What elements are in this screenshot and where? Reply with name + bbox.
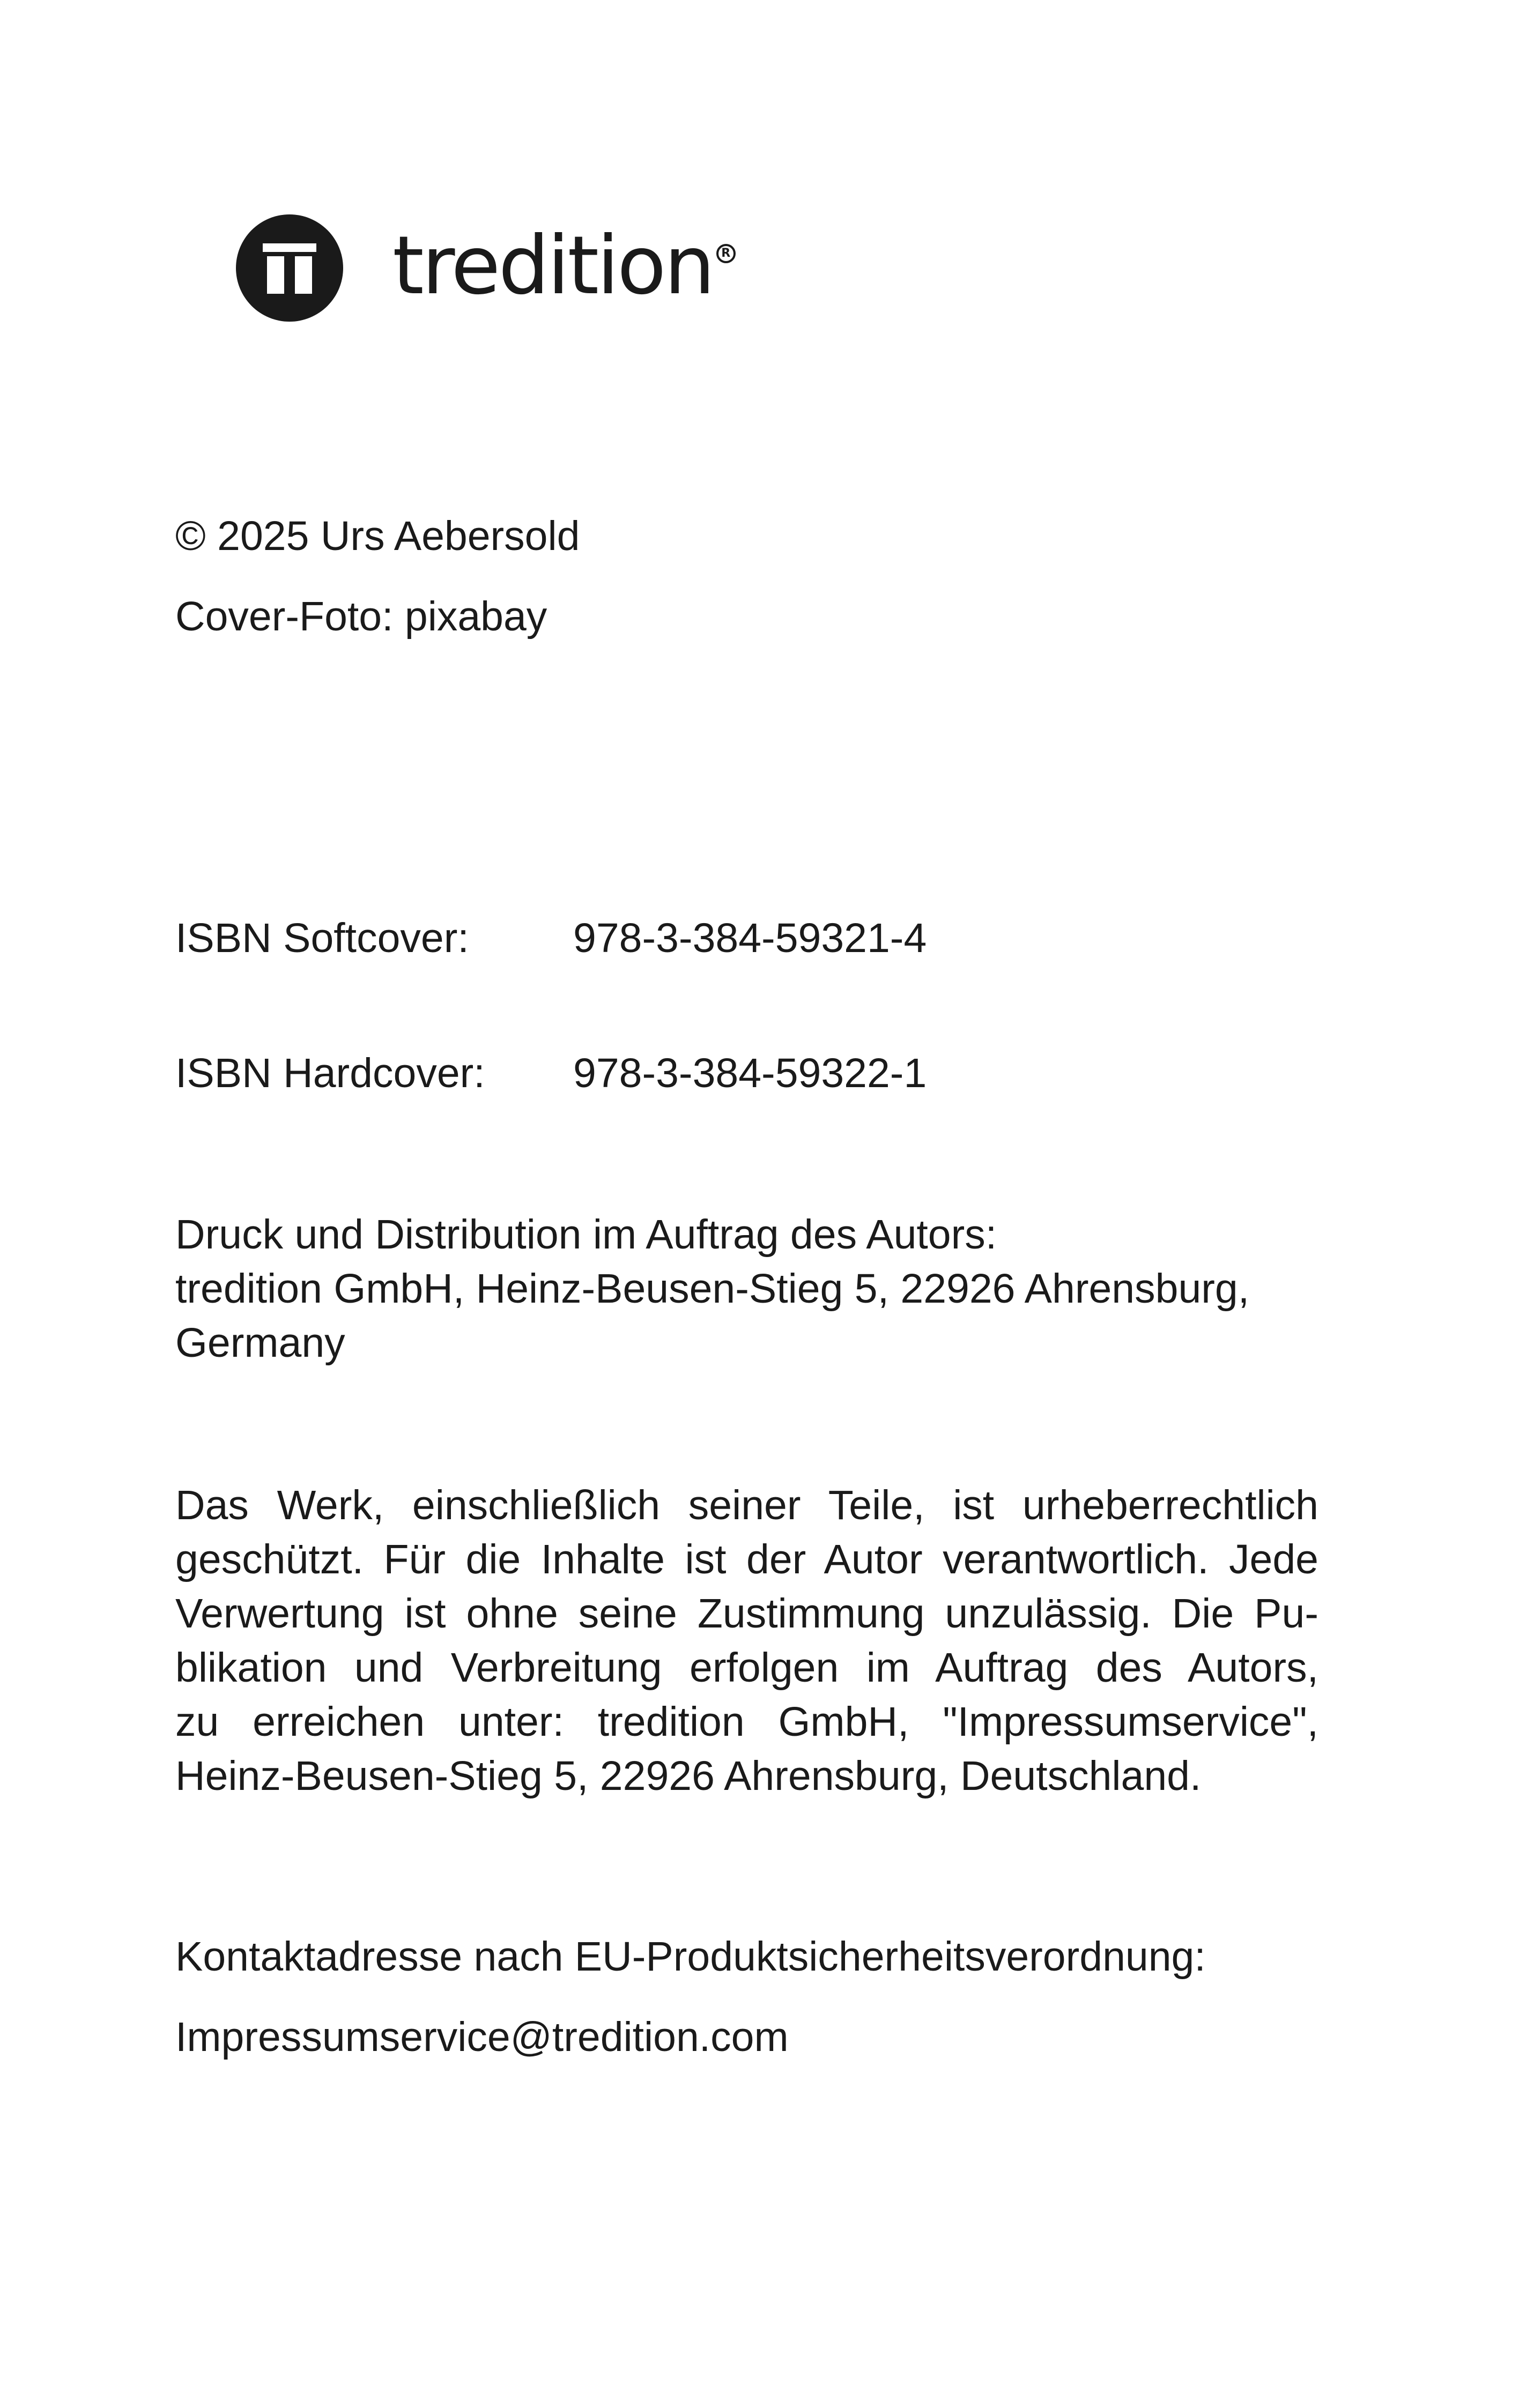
print-distribution-line: tredition GmbH, Heinz-Beusen-Stieg 5, 22926 Ahrensburg, bbox=[175, 1266, 1250, 1312]
isbn-hardcover-label: ISBN Hardcover: bbox=[175, 1050, 485, 1096]
rights-notice-line: Das Werk, einschließlich seiner Teile, ist urheberrechtlich bbox=[175, 1482, 1318, 1528]
rights-notice-line: Heinz-Beusen-Stieg 5, 22926 Ahrensburg, Deutschland. bbox=[175, 1753, 1202, 1799]
isbn-softcover-row bbox=[175, 911, 927, 965]
rights-notice-block bbox=[175, 1478, 1318, 1803]
cover-photo-credit: Cover-Foto: pixabay bbox=[175, 593, 547, 640]
print-distribution-line: Germany bbox=[175, 1320, 345, 1366]
rights-notice-line: Verwertung ist ohne seine Zustimmung unzulässig. Die Pu- bbox=[175, 1591, 1318, 1637]
logo-wordmark: tredition R bbox=[392, 226, 736, 306]
registered-mark-icon: R bbox=[716, 244, 736, 263]
contact-label: Kontaktadresse nach EU-Produktsicherheitsverordnung: bbox=[175, 1934, 1206, 1980]
isbn-hardcover-value: 978-3-384-59322-1 bbox=[573, 1050, 927, 1096]
rights-notice-line: geschützt. Für die Inhalte ist der Autor verantwortlich. Jede bbox=[175, 1536, 1318, 1582]
tredition-logo bbox=[236, 214, 736, 322]
contact-email-link[interactable]: Impressumservice@tredition.com bbox=[175, 2014, 789, 2060]
rights-notice-line: zu erreichen unter: tredition GmbH, "Impressumservice", bbox=[175, 1699, 1318, 1745]
rights-notice-line: blikation und Verbreitung erfolgen im Auftrag des Autors, bbox=[175, 1645, 1318, 1691]
isbn-softcover-value: 978-3-384-59321-4 bbox=[573, 915, 927, 961]
tredition-t-mark-icon bbox=[236, 214, 343, 322]
isbn-hardcover-row bbox=[175, 1046, 927, 1101]
copyright-line: © 2025 Urs Aebersold bbox=[175, 513, 580, 559]
print-distribution-line: Druck und Distribution im Auftrag des Autors: bbox=[175, 1212, 997, 1258]
print-distribution-block bbox=[175, 1208, 1318, 1370]
isbn-softcover-label: ISBN Softcover: bbox=[175, 915, 469, 961]
